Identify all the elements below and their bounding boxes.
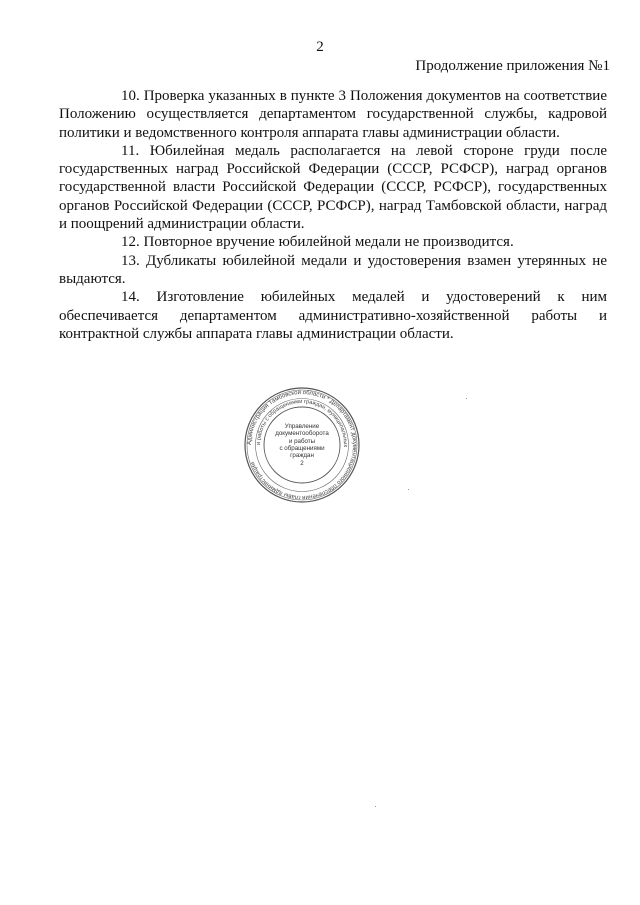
page-number: 2	[316, 39, 324, 55]
seal-line: граждан	[290, 452, 314, 460]
scan-speck	[375, 806, 376, 807]
paragraph-13: 13. Дубликаты юбилейной медали и удостоверения взамен утерянных не выдаются.	[59, 252, 607, 287]
seal-line: Управление	[284, 422, 320, 430]
seal-center-text	[243, 386, 361, 504]
seal-outer-ring-text: Администрация Тамбовской области * Департамент документационного обеспечения главы администрации	[246, 389, 358, 501]
paragraph-12: 12. Повторное вручение юбилейной медали не производится.	[121, 234, 514, 251]
appendix-continuation-label: Продолжение приложения №1	[415, 58, 610, 74]
seal-middle-ring-text: и работы с обращениями граждан, муниципальных	[255, 398, 349, 448]
seal-line: и работы	[288, 437, 316, 445]
paragraph-11: 11. Юбилейная медаль располагается на левой стороне груди после государственных наград Российской Федерации (СССР, РСФСР), наград органов государственной власти Российской Федерации (СССР, РСФСР), государственных органов Российской Федерации (СССР, РСФСР), наград Тамбовской области, наград и поощрений администрации области.	[59, 142, 607, 233]
official-seal-stamp	[243, 386, 361, 504]
scan-speck	[408, 489, 409, 490]
seal-line: с обращениями	[279, 445, 325, 452]
seal-line: документооборота	[275, 430, 329, 438]
seal-number: 2	[300, 459, 304, 467]
scan-speck	[466, 398, 467, 399]
document-body	[59, 87, 607, 343]
paragraph-10: 10. Проверка указанных в пункте 3 Положения документов на соответствие Положению осуществляется департаментом государственной службы, кадровой политики и ведомственного контроля аппарата главы администрации области.	[59, 88, 607, 141]
paragraph-14: 14. Изготовление юбилейных медалей и удостоверений к ним обеспечивается департаментом административно-хозяйственной работы и контрактной службы аппарата главы администрации области.	[59, 289, 607, 342]
